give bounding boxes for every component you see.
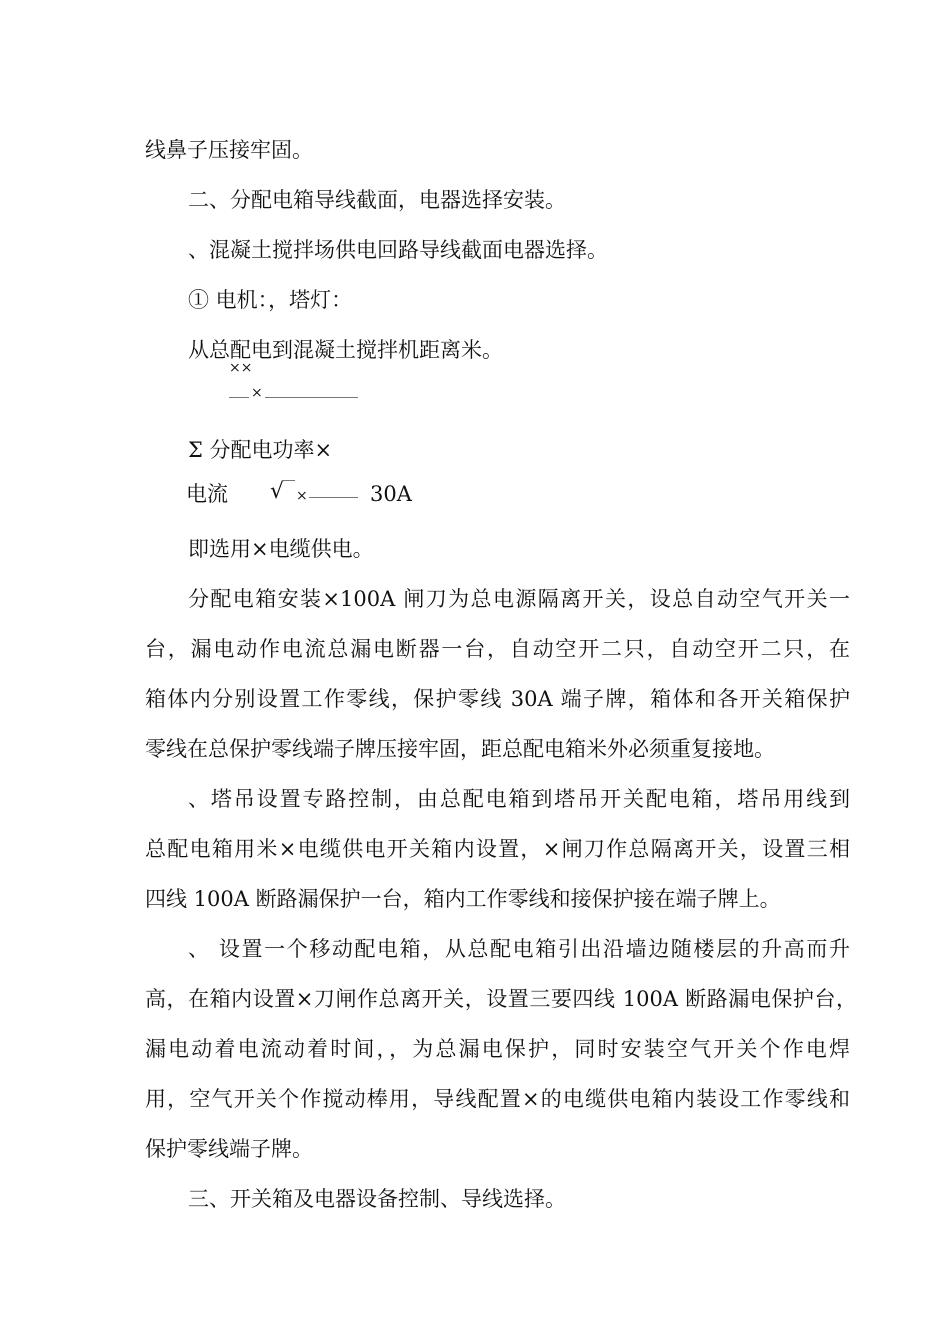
formula-times: × [296,488,308,504]
paragraph-line: 线鼻子压接牢固。 [145,138,313,162]
formula-rule [309,497,358,498]
paragraph-line: 即选用×电缆供电。 [188,537,374,561]
sqrt-bar [282,480,295,481]
formula-denominator: × [251,385,263,401]
paragraph-line: 台，漏电动作电流总漏电断器一台，自动空开二只，自动空开二只，在 [145,637,850,661]
formula-result: 30A [370,482,412,506]
paragraph-line: 分配电箱安装×100A 闸刀为总电源隔离开关，设总自动空气开关一 [188,587,850,611]
paragraph-line: 高，在箱内设置×刀闸作总离开关，设置三要四线 100A 断路漏电保护台， [145,987,857,1011]
sqrt-symbol: √ [270,479,285,504]
paragraph-line: 零线在总保护零线端子牌压接牢固，距总配电箱米外必须重复接地。 [145,737,775,761]
paragraph-line: 从总配电到混凝土搅拌机距离米。 [188,338,503,362]
paragraph-line: 箱体内分别设置工作零线，保护零线 30A 端子牌，箱体和各开关箱保护 [145,687,850,711]
paragraph-line: 总配电箱用米×电缆供电开关箱内设置，×闸刀作总隔离开关，设置三相 [145,837,850,861]
paragraph-line: 用，空气开关个作搅动棒用，导线配置×的电缆供电箱内装设工作零线和 [145,1087,850,1111]
paragraph-line: 漏电动着电流动着时间，，为总漏电保护，同时安装空气开关个作电焊 [145,1037,850,1061]
subsection-heading: 、混凝土搅拌场供电回路导线截面电器选择。 [188,238,608,262]
paragraph-line: 、 设置一个移动配电箱，从总配电箱引出沿墙边随楼层的升高而升 [188,937,850,961]
paragraph-line: 保护零线端子牌。 [145,1137,313,1161]
section-heading: 三、开关箱及电器设备控制、导线选择。 [188,1187,566,1211]
paragraph-line: 四线 100A 断路漏保护一台，箱内工作零线和接保护接在端子牌上。 [145,887,781,911]
paragraph-line: Σ 分配电功率× [188,438,333,462]
paragraph-line: 、塔吊设置专路控制，由总配电箱到塔吊开关配电箱，塔吊用线到 [188,787,850,811]
formula-numerator: ×× [229,360,253,376]
paragraph-line: ① 电机：，塔灯： [188,288,353,312]
section-heading: 二、分配电箱导线截面，电器选择安装。 [188,188,566,212]
formula-label: 电流 [186,482,228,506]
